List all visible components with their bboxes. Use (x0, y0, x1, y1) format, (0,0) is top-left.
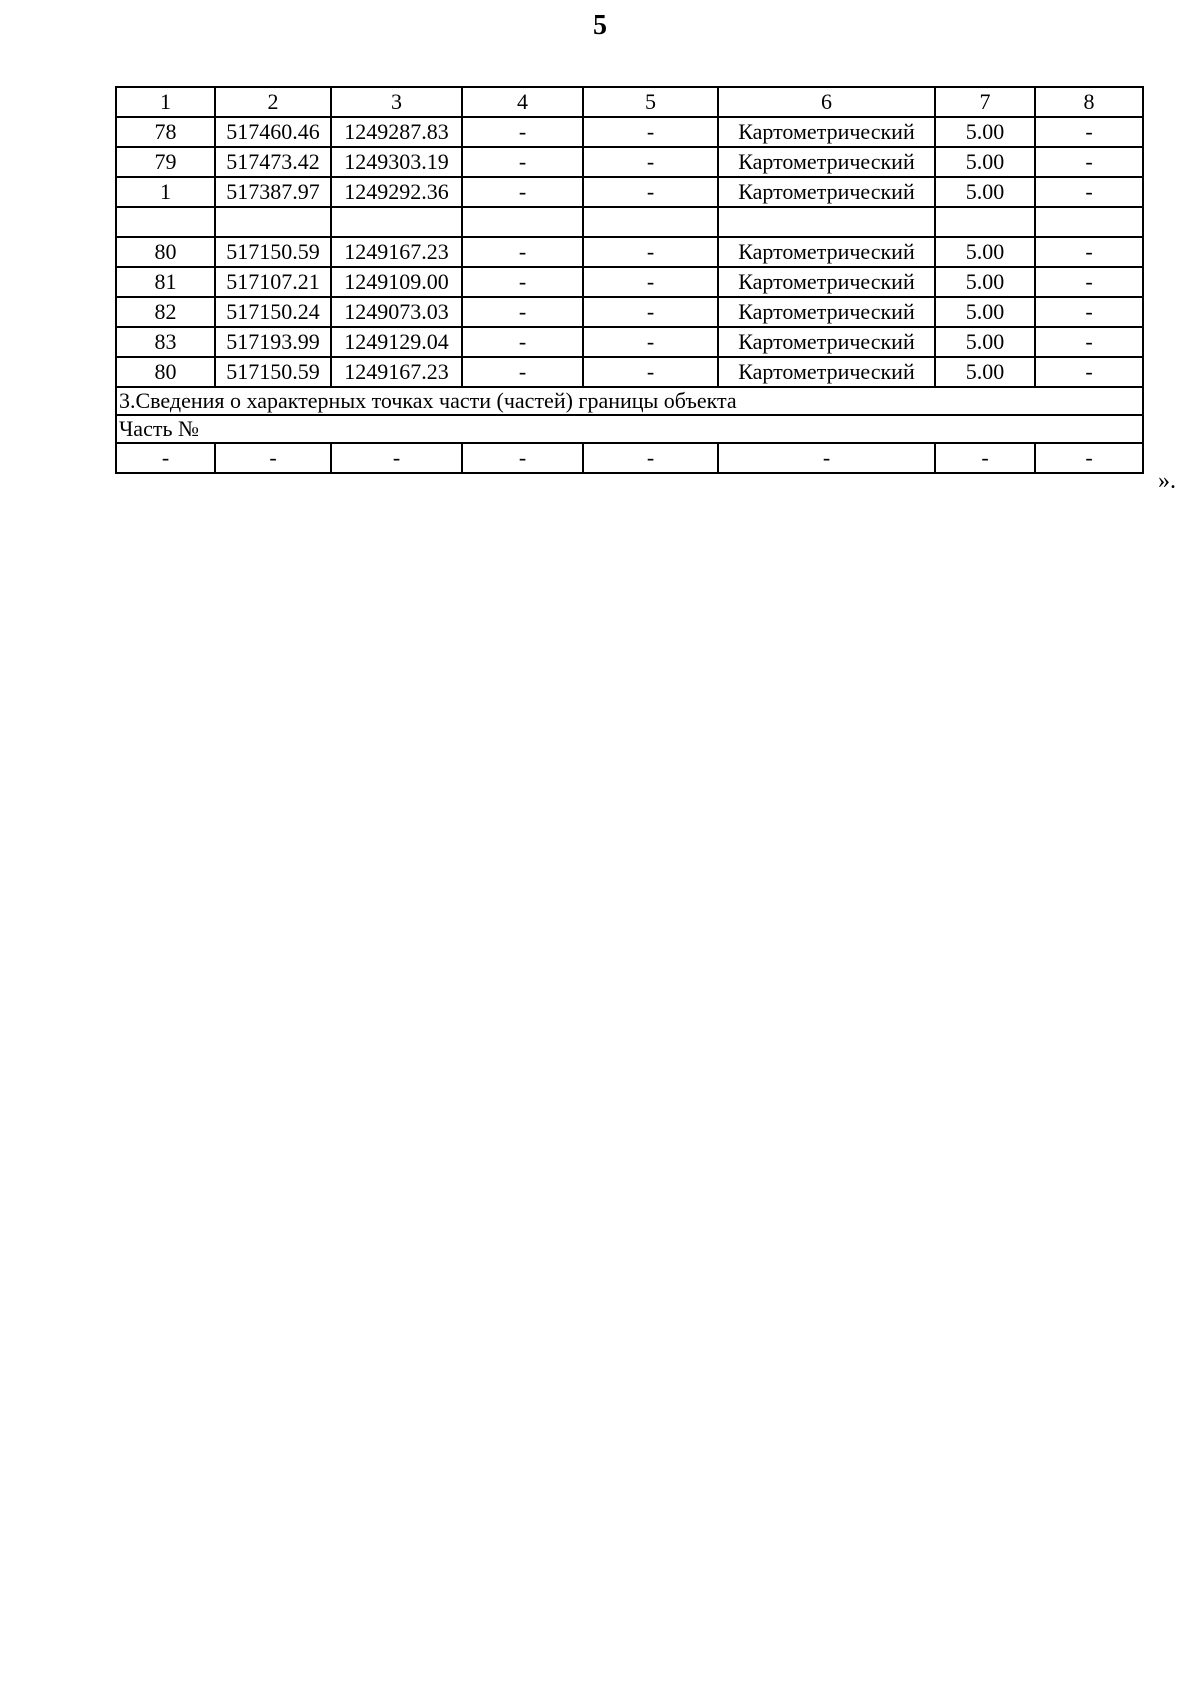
y-coordinate-cell: 1249167.23 (331, 237, 462, 267)
table-cell: - (1035, 357, 1143, 387)
accuracy-cell: 5.00 (935, 267, 1035, 297)
x-coordinate-cell: 517193.99 (215, 327, 331, 357)
column-header: 2 (215, 87, 331, 117)
table-cell: - (331, 443, 462, 473)
section3-title: 3.Сведения о характерных точках части (частей) границы объекта (116, 387, 1143, 415)
table-cell: - (1035, 267, 1143, 297)
table-row (116, 237, 1143, 267)
table-cell: - (583, 357, 718, 387)
table-cell: - (462, 117, 583, 147)
point-number-cell: 1 (116, 177, 215, 207)
method-cell: Картометрический (718, 147, 935, 177)
accuracy-cell: 5.00 (935, 357, 1035, 387)
table-cell: - (1035, 237, 1143, 267)
table-cell: - (583, 147, 718, 177)
page-number: 5 (593, 10, 607, 41)
point-number-cell: 83 (116, 327, 215, 357)
table-cell: - (935, 443, 1035, 473)
table-cell: - (462, 297, 583, 327)
table-cell: - (583, 177, 718, 207)
column-header: 7 (935, 87, 1035, 117)
table-row (116, 327, 1143, 357)
point-number-cell: 80 (116, 357, 215, 387)
method-cell: Картометрический (718, 117, 935, 147)
table-cell: - (583, 443, 718, 473)
table-cell: - (462, 237, 583, 267)
table-cell: - (1035, 147, 1143, 177)
table-cell: - (462, 327, 583, 357)
x-coordinate-cell: 517107.21 (215, 267, 331, 297)
point-number-cell: 79 (116, 147, 215, 177)
table-cell: - (462, 267, 583, 297)
accuracy-cell: 5.00 (935, 117, 1035, 147)
table-cell: - (1035, 443, 1143, 473)
x-coordinate-cell: 517460.46 (215, 117, 331, 147)
table-cell: - (583, 327, 718, 357)
x-coordinate-cell: 517387.97 (215, 177, 331, 207)
column-header: 5 (583, 87, 718, 117)
table-cell: - (718, 443, 935, 473)
x-coordinate-cell: 517473.42 (215, 147, 331, 177)
empty-row (116, 207, 1143, 237)
table-cell: - (1035, 297, 1143, 327)
y-coordinate-cell: 1249292.36 (331, 177, 462, 207)
point-number-cell: 78 (116, 117, 215, 147)
accuracy-cell: 5.00 (935, 237, 1035, 267)
method-cell: Картометрический (718, 177, 935, 207)
table-header-row (116, 87, 1143, 117)
method-cell: Картометрический (718, 327, 935, 357)
method-cell: Картометрический (718, 357, 935, 387)
dash-row (116, 443, 1143, 473)
table-row (116, 147, 1143, 177)
accuracy-cell: 5.00 (935, 177, 1035, 207)
accuracy-cell: 5.00 (935, 327, 1035, 357)
table-cell: - (462, 177, 583, 207)
part-label: Часть № (116, 415, 1143, 443)
y-coordinate-cell: 1249073.03 (331, 297, 462, 327)
table-cell: - (583, 297, 718, 327)
table-cell: - (462, 443, 583, 473)
table-cell: - (215, 443, 331, 473)
x-coordinate-cell: 517150.24 (215, 297, 331, 327)
table-cell (215, 207, 331, 237)
table-cell (1035, 207, 1143, 237)
table-row (116, 357, 1143, 387)
table-row (116, 267, 1143, 297)
column-header: 1 (116, 87, 215, 117)
table-cell: - (1035, 327, 1143, 357)
x-coordinate-cell: 517150.59 (215, 237, 331, 267)
table-cell: - (1035, 117, 1143, 147)
point-number-cell: 81 (116, 267, 215, 297)
table-cell (583, 207, 718, 237)
table-row (116, 177, 1143, 207)
method-cell: Картометрический (718, 297, 935, 327)
coordinates-table-container (115, 86, 1142, 474)
table-row (116, 117, 1143, 147)
table-cell: - (462, 357, 583, 387)
method-cell: Картометрический (718, 267, 935, 297)
point-number-cell: 80 (116, 237, 215, 267)
column-header: 6 (718, 87, 935, 117)
table-cell (331, 207, 462, 237)
table-row (116, 297, 1143, 327)
column-header: 3 (331, 87, 462, 117)
accuracy-cell: 5.00 (935, 297, 1035, 327)
coordinates-table (115, 86, 1144, 474)
part-label-row (116, 415, 1143, 443)
section-title-row (116, 387, 1143, 415)
x-coordinate-cell: 517150.59 (215, 357, 331, 387)
table-cell: - (583, 237, 718, 267)
table-cell (935, 207, 1035, 237)
y-coordinate-cell: 1249303.19 (331, 147, 462, 177)
y-coordinate-cell: 1249129.04 (331, 327, 462, 357)
accuracy-cell: 5.00 (935, 147, 1035, 177)
table-cell (718, 207, 935, 237)
point-number-cell: 82 (116, 297, 215, 327)
table-cell: - (116, 443, 215, 473)
table-cell (462, 207, 583, 237)
closing-quote-mark: ». (1158, 468, 1176, 494)
table-cell: - (583, 267, 718, 297)
method-cell: Картометрический (718, 237, 935, 267)
y-coordinate-cell: 1249109.00 (331, 267, 462, 297)
table-cell (116, 207, 215, 237)
table-cell: - (583, 117, 718, 147)
table-cell: - (1035, 177, 1143, 207)
table-cell: - (462, 147, 583, 177)
column-header: 4 (462, 87, 583, 117)
y-coordinate-cell: 1249167.23 (331, 357, 462, 387)
y-coordinate-cell: 1249287.83 (331, 117, 462, 147)
column-header: 8 (1035, 87, 1143, 117)
